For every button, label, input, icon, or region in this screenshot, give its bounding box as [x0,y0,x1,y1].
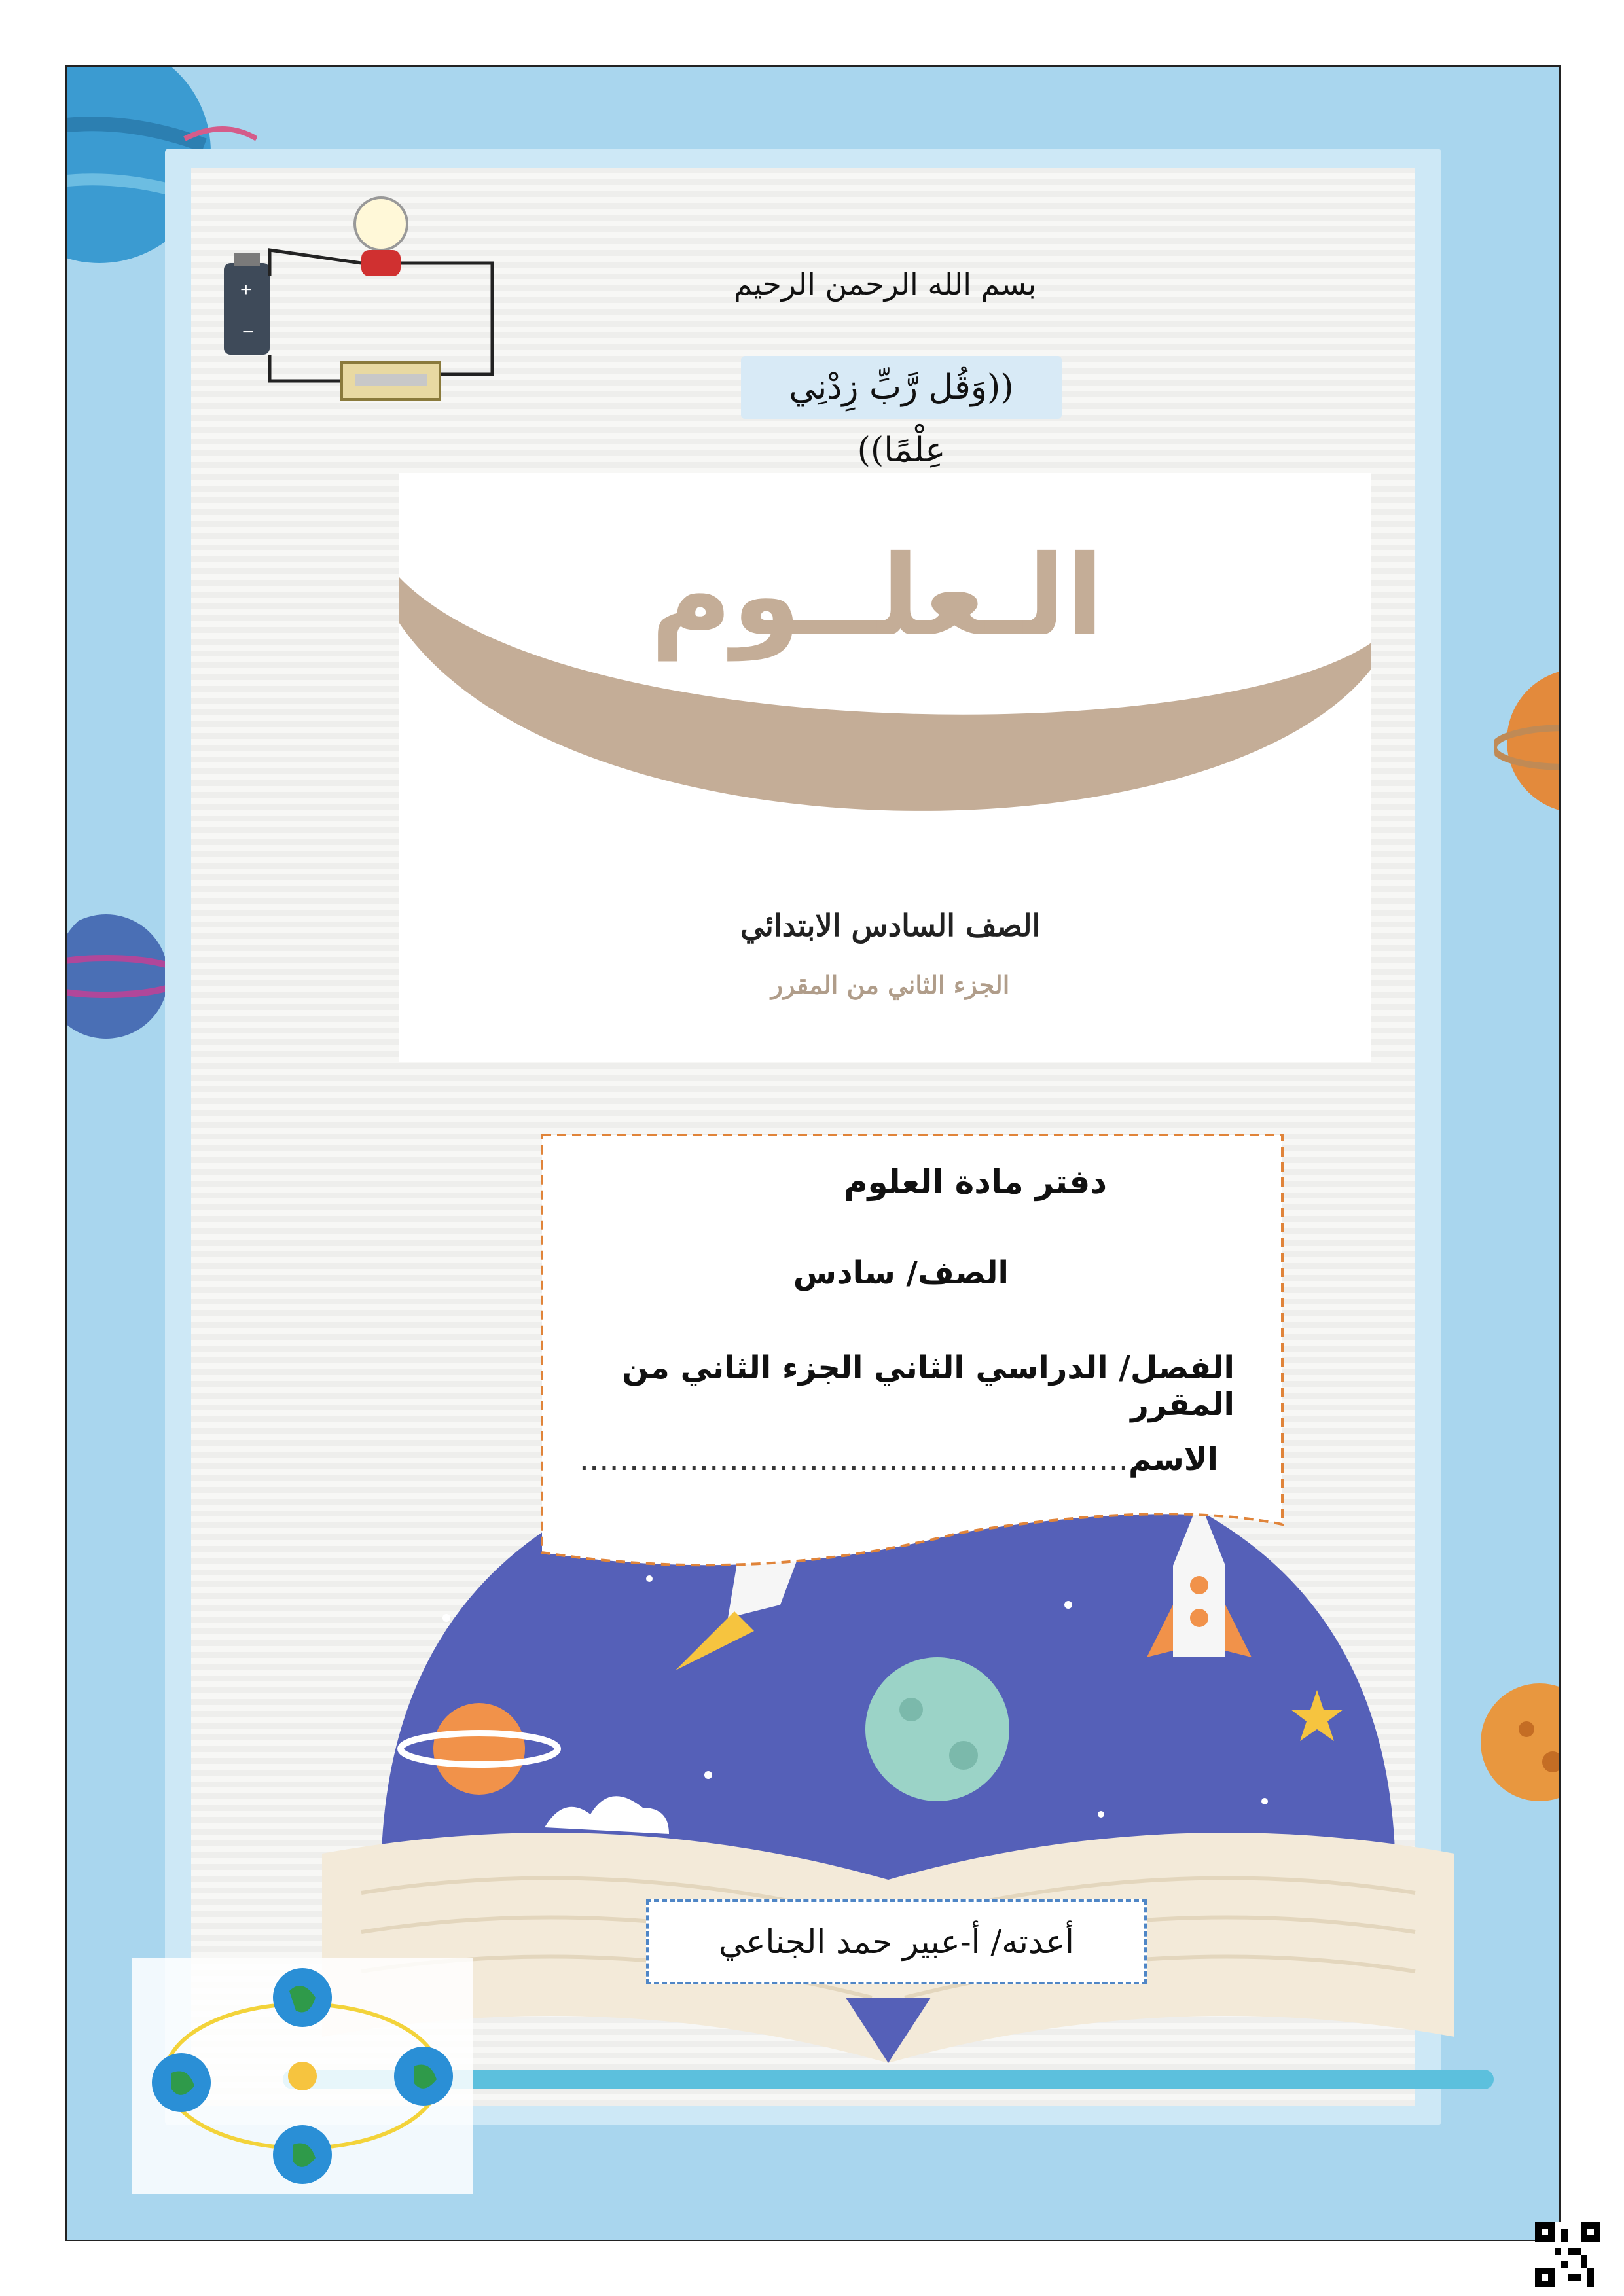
term-line: الفصل/ الدراسي الثاني الجزء الثاني من المقرر [621,1350,1235,1423]
notebook-info-box [541,1134,1284,1611]
grade-label: الصف السادس الابتدائي [740,908,1041,943]
basmala: بسم الله الرحمن الرحيم [733,266,1037,302]
planet-icon [1494,656,1561,826]
class-line: الصف/ سادس [793,1255,1009,1291]
circuit-illustration [211,191,551,407]
name-dots: ....................................................... [579,1441,1128,1478]
name-line [579,1441,1218,1478]
qr-code [1535,2222,1600,2287]
title-card [399,473,1371,1062]
earth-orbit-diagram [119,1952,486,2200]
page-frame [65,65,1561,2241]
svg-text:+: + [240,279,252,300]
name-label: الاسم [1128,1441,1218,1478]
svg-text:−: − [242,321,254,343]
part-label: الجزء الثاني من المقرر [770,970,1010,999]
quran-verse: ((وَقُل رَّبِّ زِدْنِي عِلْمًا)) [741,356,1062,419]
notebook-heading: دفتر مادة العلوم [843,1163,1107,1201]
subject-title: الـعلــوم [650,531,1104,661]
author-box: أعدته/ أ-عبير حمد الجناعي [646,1899,1147,1984]
